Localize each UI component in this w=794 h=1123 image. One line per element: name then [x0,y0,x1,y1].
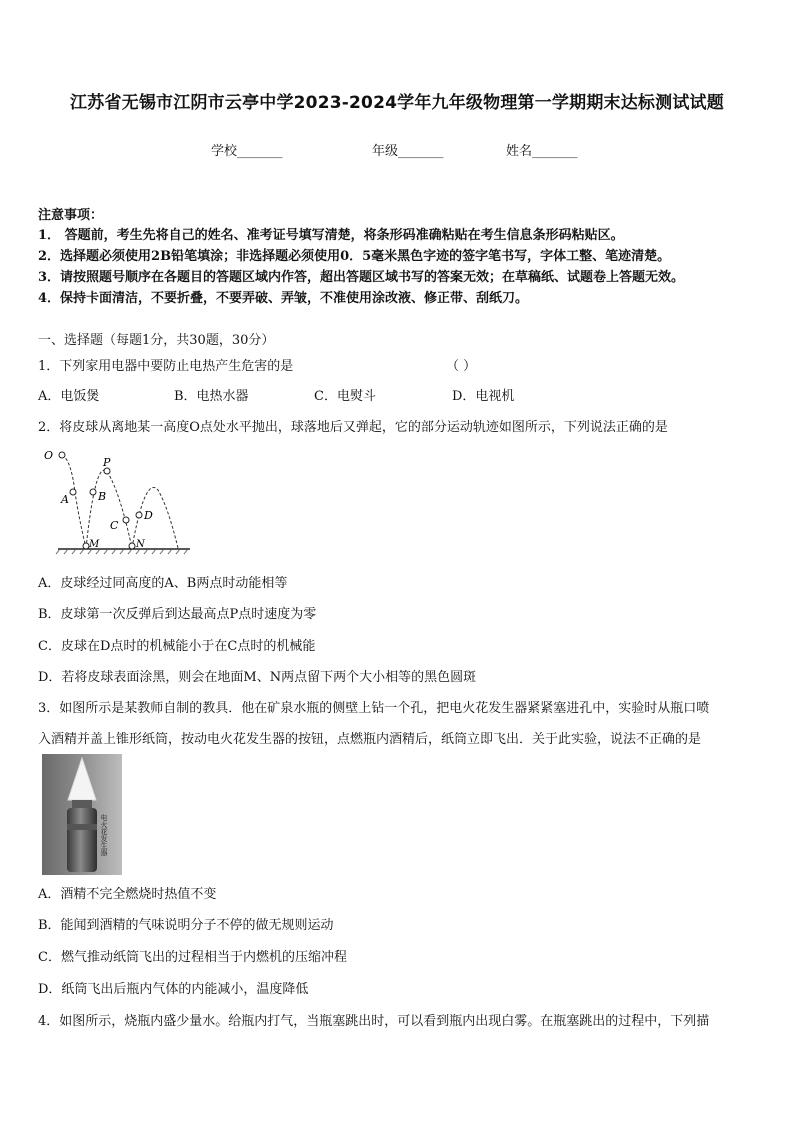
label-n: N [136,539,145,550]
q2-option-b[interactable]: B．皮球第一次反弹后到达最高点P点时速度为零 [38,607,317,622]
q1-option-b[interactable]: B．电热水器 [174,389,249,404]
q1-answer-blank[interactable]: （ ） [446,359,477,374]
notice-item-1: 1． 答题前，考生先将自己的姓名、准考证号填写清楚，将条形码准确粘贴在考生信息条形码粘贴区。 [38,228,624,243]
notice-item-3: 3．请按照题号顺序在各题目的答题区域内作答，超出答题区域书写的答案无效；在草稿纸、试题卷上答题无效。 [38,270,685,285]
label-c: C [110,519,119,532]
photo-label: 电火花发生器 [100,814,108,856]
notice-item-2: 2．选择题必须使用2B铅笔填涂；非选择题必须使用0．5毫米黑色字迹的签字笔书写，字体工整、笔迹清楚。 [38,249,671,264]
label-m: M [89,539,100,550]
q2-option-c[interactable]: C．皮球在D点时的机械能小于在C点时的机械能 [38,639,316,654]
q2-trajectory-figure [40,445,200,557]
q3-option-d[interactable]: D．纸筒飞出后瓶内气体的内能减小，温度降低 [38,982,309,997]
school-field[interactable]: 学校_______ [211,144,283,159]
q3-option-c[interactable]: C．燃气推动纸筒飞出的过程相当于内燃机的压缩冲程 [38,950,347,965]
q1-option-d[interactable]: D．电视机 [452,389,515,404]
exam-title: 江苏省无锡市江阴市云亭中学2023-2024学年九年级物理第一学期期末达标测试试题 [70,93,724,113]
q1-option-a[interactable]: A．电饭煲 [38,389,100,404]
section-heading: 一、选择题（每题1分，共30题，30分） [38,333,275,348]
label-a: A [61,493,69,506]
notice-heading: 注意事项： [38,208,104,223]
label-p: P [103,456,111,469]
label-o: O [44,449,54,462]
q4-stem: 4．如图所示，烧瓶内盛少量水。给瓶内打气，当瓶塞跳出时，可以看到瓶内出现白雾。在瓶塞跳出的过程中，下列描 [38,1014,710,1029]
q3-option-a[interactable]: A．酒精不完全燃烧时热值不变 [38,887,217,902]
label-b: B [98,490,107,503]
q3-photo [42,754,122,875]
q2-option-d[interactable]: D．若将皮球表面涂黑，则会在地面M、N两点留下两个大小相等的黑色圆斑 [38,670,477,685]
label-d: D [144,509,153,522]
q2-option-a[interactable]: A．皮球经过同高度的A、B两点时动能相等 [38,576,288,591]
q2-stem: 2．将皮球从离地某一高度O点处水平抛出，球落地后又弹起，它的部分运动轨迹如图所示，下列说法正确的是 [38,420,668,435]
name-field[interactable]: 姓名_______ [506,144,578,159]
q3-stem-line2: 入酒精并盖上锥形纸筒，按动电火花发生器的按钮，点燃瓶内酒精后，纸筒立即飞出．关于此实验，说法不正确的是 [38,732,702,747]
grade-field[interactable]: 年级_______ [372,144,444,159]
q1-option-c[interactable]: C．电熨斗 [314,389,376,404]
q3-option-b[interactable]: B．能闻到酒精的气味说明分子不停的做无规则运动 [38,918,334,933]
q3-stem-line1: 3．如图所示是某教师自制的教具．他在矿泉水瓶的侧壁上钻一个孔，把电火花发生器紧紧塞进孔中，实验时从瓶口喷 [38,701,710,716]
q1-stem: 1．下列家用电器中要防止电热产生危害的是 [38,359,294,374]
notice-item-4: 4．保持卡面清洁，不要折叠，不要弄破、弄皱，不准使用涂改液、修正带、刮纸刀。 [38,291,529,306]
